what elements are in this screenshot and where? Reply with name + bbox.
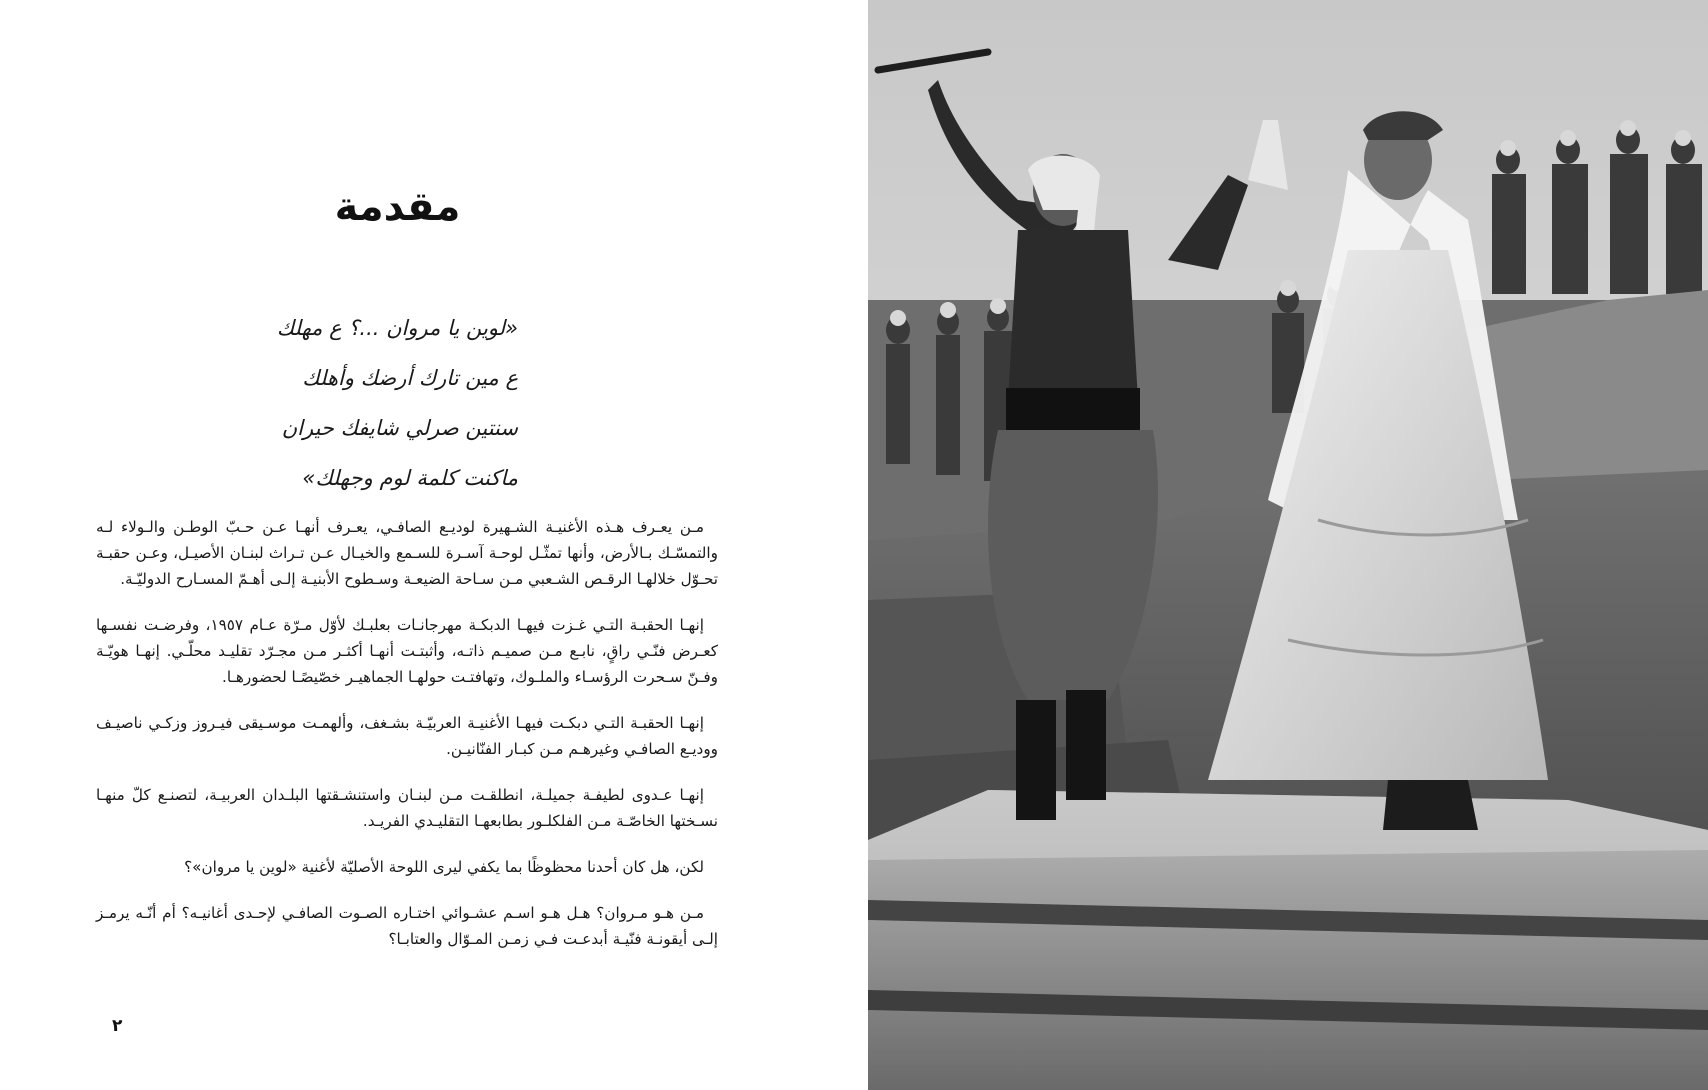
song-lyrics bbox=[200, 312, 518, 512]
body-text bbox=[96, 514, 718, 972]
paragraph: إنهـا الحقبـة التـي دبكـت فيهـا الأغنيـة العربيّـة بشـغف، وألهمـت موسـيقى فيـروز وزكـي ناصيـف ووديـع الصافـي وغيرهـم مـن كبـار الفنّانيـن. bbox=[96, 714, 718, 758]
lyric-line: «لوين يا مروان ...؟ ع مهلك bbox=[276, 316, 518, 340]
lyric-line: ماكنت كلمة لوم وجهلك» bbox=[302, 466, 518, 490]
lyric-line: ع مين تارك أرضك وأهلك bbox=[302, 366, 518, 390]
photo-illustration bbox=[868, 0, 1708, 1090]
paragraph: مـن يعـرف هـذه الأغنيـة الشـهيرة لوديـع الصافـي، يعـرف أنهـا عـن حـبّ الوطـن والـولاء لـه والتمسّـك بـالأرض، وأنها تمثّـل لوحـة آسـرة للسـمع والخيـال عـن تـراث لبنـان الأصيـل، وعـن حقبـة تحـوّل خلالهـا الرقـص الشـعبي مـن سـاحة الضيعـة وسـطوح الأبنيـة إلـى أهـمّ المسـارح الدوليّـة. bbox=[96, 518, 718, 588]
dabke-dancers-photo bbox=[868, 0, 1708, 1090]
page-number: ٢ bbox=[112, 1016, 123, 1036]
page-title: مقدمة bbox=[334, 184, 461, 230]
paragraph: مـن هـو مـروان؟ هـل هـو اسـم عشـوائي اختـاره الصـوت الصافـي لإحـدى أغانيـه؟ أم أنّـه يرمـز إلـى أيقونـة فنّيـة أبدعـت فـي زمـن المـوّال والعتابـا؟ bbox=[96, 904, 718, 948]
paragraph: لكن، هل كان أحدنا محظوظًا بما يكفي ليرى اللوحة الأصليّة لأغنية «لوين يا مروان»؟ bbox=[184, 858, 704, 876]
stone-steps bbox=[868, 790, 1708, 1090]
paragraph: إنهـا الحقبـة التـي غـزت فيهـا الدبكـة مهرجانـات بعلبـك لأوّل مـرّة عـام ١٩٥٧، وفرضـت نفسـها كعـرض فنّـي راقٍ، نابـع مـن صميـم ذاتـه، وأثبتـت أنهـا أكثـر مـن مجـرّد تقليـد محلّـي. إنهـا هويّـة وفـنّ سـحرت الرؤسـاء والملـوك، وتهافتـت حولهـا الجماهيـر خصّيصًـا لحضورهـا. bbox=[96, 616, 718, 686]
lyric-line: سنتين صرلي شايفك حيران bbox=[281, 416, 518, 440]
paragraph: إنهـا عـدوى لطيفـة جميلـة، انطلقـت مـن لبنـان واستنشـقتها البلـدان العربيـة، لتصنـع كلّ منهـا نسـختها الخاصّـة مـن الفلكلـور بطابعهـا التقليـدي الفريـد. bbox=[96, 786, 718, 830]
